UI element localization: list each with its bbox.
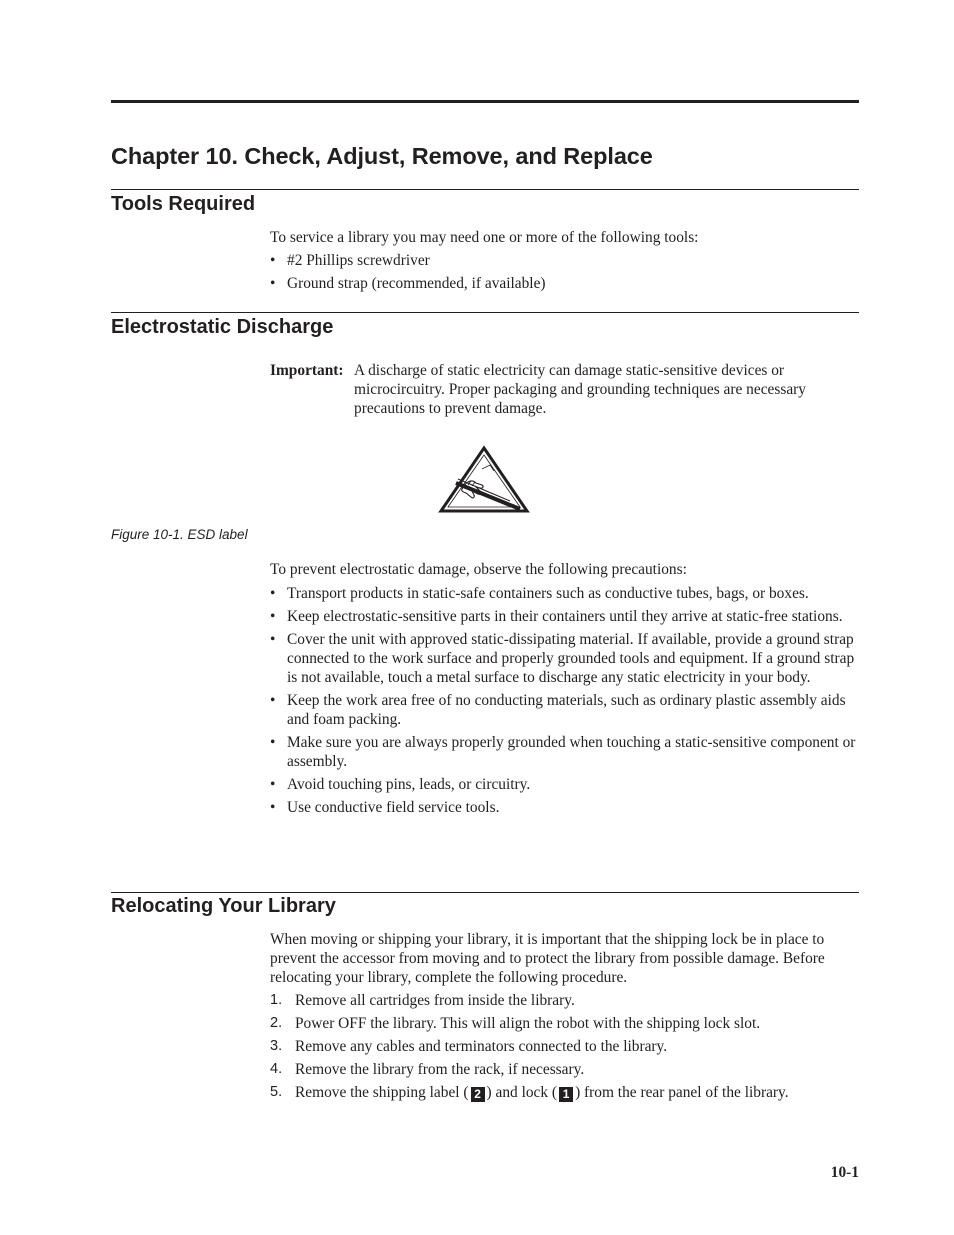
esd-intro: To prevent electrostatic damage, observe the following precautions: bbox=[270, 561, 687, 578]
section-rule-tools bbox=[111, 189, 859, 190]
step-text-part: Remove the shipping label ( bbox=[295, 1084, 469, 1101]
list-item-text: Use conductive field service tools. bbox=[287, 799, 500, 816]
step-number: 2. bbox=[270, 1015, 283, 1031]
step-number: 4. bbox=[270, 1061, 283, 1077]
list-item bbox=[270, 798, 860, 817]
step-number: 3. bbox=[270, 1038, 283, 1054]
list-item-text: Cover the unit with approved static-dissipating material. If available, provide a ground strap connected to the work surface and properly grounded tools and equipment. If a ground strap is not available, touch a metal surface to discharge any static electricity in your body. bbox=[287, 631, 855, 686]
relocating-intro: When moving or shipping your library, it is important that the shipping lock be in place to prevent the accessor from moving and to protect the library from possible damage. Before relocating your library, complete the following procedure. bbox=[270, 931, 825, 986]
list-item bbox=[270, 1014, 860, 1033]
list-item bbox=[270, 691, 860, 729]
important-label: Important: bbox=[270, 362, 344, 379]
bullet-glyph: • bbox=[270, 799, 276, 816]
esd-warning-icon bbox=[438, 445, 530, 515]
list-item bbox=[270, 1083, 860, 1102]
callout-badge: 2 bbox=[471, 1087, 485, 1102]
chapter-top-rule bbox=[111, 100, 859, 103]
relocating-steps-list bbox=[270, 991, 860, 1106]
list-item bbox=[270, 274, 860, 293]
list-item-text: Avoid touching pins, leads, or circuitry. bbox=[287, 776, 531, 793]
callout-badge: 1 bbox=[559, 1087, 573, 1102]
page-number: 10-1 bbox=[830, 1164, 859, 1181]
bullet-glyph: • bbox=[270, 608, 276, 625]
list-item bbox=[270, 991, 860, 1010]
bullet-glyph: • bbox=[270, 275, 276, 292]
list-item-text: Make sure you are always properly grounded when touching a static-sensitive component or assembly. bbox=[287, 734, 856, 770]
list-item bbox=[270, 251, 860, 270]
section-heading-esd: Electrostatic Discharge bbox=[111, 316, 334, 338]
list-item bbox=[270, 630, 860, 687]
list-item bbox=[270, 775, 860, 794]
list-item-text: Keep the work area free of no conducting materials, such as ordinary plastic assembly aids and foam packing. bbox=[287, 692, 846, 728]
section-heading-tools: Tools Required bbox=[111, 193, 256, 215]
step-text-part: ) from the rear panel of the library. bbox=[575, 1084, 789, 1101]
list-item bbox=[270, 1060, 860, 1079]
list-item-text: Ground strap (recommended, if available) bbox=[287, 275, 546, 292]
section-heading-relocating: Relocating Your Library bbox=[111, 895, 336, 917]
esd-precautions-list bbox=[270, 584, 860, 821]
step-number: 1. bbox=[270, 992, 283, 1008]
tools-list bbox=[270, 251, 860, 297]
bullet-glyph: • bbox=[270, 252, 276, 269]
bullet-glyph: • bbox=[270, 734, 276, 751]
step-text: Remove all cartridges from inside the library. bbox=[295, 992, 575, 1009]
section-rule-relocating bbox=[111, 892, 859, 893]
list-item-text: Transport products in static-safe containers such as conductive tubes, bags, or boxes. bbox=[287, 585, 809, 602]
list-item bbox=[270, 607, 860, 626]
list-item bbox=[270, 1037, 860, 1056]
bullet-glyph: • bbox=[270, 692, 276, 709]
figure-caption: Figure 10-1. ESD label bbox=[111, 527, 248, 542]
step-number: 5. bbox=[270, 1084, 283, 1100]
important-text: A discharge of static electricity can damage static-sensitive devices or microcircuitry. Proper packaging and grounding techniques are necessary precautions to prevent damage. bbox=[354, 362, 807, 417]
list-item bbox=[270, 733, 860, 771]
step-text: Remove the library from the rack, if necessary. bbox=[295, 1061, 585, 1078]
list-item-text: #2 Phillips screwdriver bbox=[287, 252, 430, 269]
step-text-part: ) and lock ( bbox=[486, 1084, 558, 1101]
step-text bbox=[295, 1084, 789, 1101]
step-text: Remove any cables and terminators connected to the library. bbox=[295, 1038, 668, 1055]
section-rule-esd bbox=[111, 312, 859, 313]
step-text: Power OFF the library. This will align the robot with the shipping lock slot. bbox=[295, 1015, 761, 1032]
tools-intro: To service a library you may need one or more of the following tools: bbox=[270, 229, 699, 246]
bullet-glyph: • bbox=[270, 585, 276, 602]
list-item-text: Keep electrostatic-sensitive parts in their containers until they arrive at static-free stations. bbox=[287, 608, 843, 625]
bullet-glyph: • bbox=[270, 631, 276, 648]
list-item bbox=[270, 584, 860, 603]
chapter-title: Chapter 10. Check, Adjust, Remove, and Replace bbox=[111, 143, 653, 169]
bullet-glyph: • bbox=[270, 776, 276, 793]
